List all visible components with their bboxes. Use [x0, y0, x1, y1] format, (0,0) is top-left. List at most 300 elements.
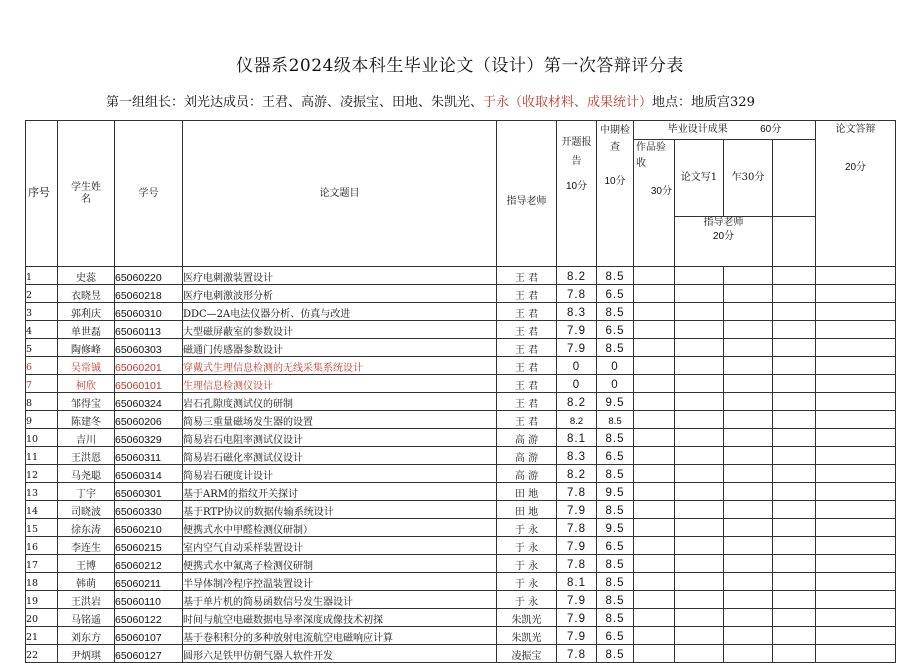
defense-score: [773, 591, 816, 609]
thesis-topic: 圆形六足铁甲仿朝气器人软件开发: [183, 645, 497, 663]
thesis-score: [675, 393, 724, 411]
student-name: 衣晓昱: [58, 285, 115, 303]
table-row: [26, 411, 896, 429]
proposal-score: 8.2: [557, 393, 597, 411]
blank-cell: [724, 519, 773, 537]
row-index: 20: [26, 609, 58, 627]
defense-score: [773, 465, 816, 483]
blank-cell: [724, 411, 773, 429]
thesis-topic: 半导体制冷程序控温装置设计: [183, 573, 497, 591]
thesis-topic: 便携式水中氟离子检测仪研制: [183, 555, 497, 573]
header-advisor-score-label: 指导老师: [703, 217, 744, 229]
midterm-score: 0: [597, 375, 634, 393]
total-score: [816, 357, 896, 375]
student-name: 郭利庆: [58, 303, 115, 321]
table-row: [26, 465, 896, 483]
thesis-topic: 医疗电刺激波形分析: [183, 285, 497, 303]
blank-cell: [724, 393, 773, 411]
blank-cell: [724, 447, 773, 465]
blank-cell: [724, 645, 773, 663]
thesis-topic: 基于单片机的简易函数信号发生器设计: [183, 591, 497, 609]
works-score: [634, 303, 675, 321]
student-id: 65060211: [115, 573, 183, 591]
advisor-name: 田 地: [497, 501, 557, 519]
defense-score: [773, 339, 816, 357]
midterm-score: 9.5: [597, 483, 634, 501]
thesis-topic: 基于卷积积分的多种放射电流航空电磁响应计算: [183, 627, 497, 645]
header-topic: 论文题目: [183, 121, 497, 267]
blank-cell: [724, 321, 773, 339]
thesis-score: [675, 555, 724, 573]
header-defense: [816, 121, 896, 267]
works-score: [634, 627, 675, 645]
works-score: [634, 375, 675, 393]
defense-score: [773, 447, 816, 465]
table-row: [26, 447, 896, 465]
row-index: 1: [26, 267, 58, 285]
thesis-score: [675, 339, 724, 357]
thesis-topic: 简易三重量磁场发生器的设置: [183, 411, 497, 429]
total-score: [816, 609, 896, 627]
proposal-score: 7.9: [557, 339, 597, 357]
defense-score: [773, 303, 816, 321]
defense-score: [773, 483, 816, 501]
table-row: [26, 537, 896, 555]
advisor-name: 王 君: [497, 357, 557, 375]
proposal-score: 7.8: [557, 519, 597, 537]
blank-cell: [724, 303, 773, 321]
table-row: [26, 357, 896, 375]
advisor-name: 高 游: [497, 447, 557, 465]
table-row: [26, 645, 896, 663]
row-index: 2: [26, 285, 58, 303]
advisor-name: 田 地: [497, 483, 557, 501]
row-index: 14: [26, 501, 58, 519]
advisor-name: 朱凯光: [497, 609, 557, 627]
advisor-name: 于 永: [497, 519, 557, 537]
student-id: 65060301: [115, 483, 183, 501]
proposal-score: 8.1: [557, 429, 597, 447]
student-id: 65060101: [115, 375, 183, 393]
blank-cell: [724, 555, 773, 573]
header-advisor-score-points: 20分: [712, 230, 735, 242]
row-index: 3: [26, 303, 58, 321]
student-name: 丁宇: [58, 483, 115, 501]
row-index: 21: [26, 627, 58, 645]
midterm-score: 8.5: [597, 411, 634, 429]
row-index: 16: [26, 537, 58, 555]
midterm-score: 0: [597, 357, 634, 375]
proposal-score: 0: [557, 357, 597, 375]
midterm-score: 6.5: [597, 627, 634, 645]
thesis-topic: 时间与航空电磁数据电导率深度成像技术初探: [183, 609, 497, 627]
header-blank-cell: [773, 140, 816, 217]
proposal-score: 8.3: [557, 303, 597, 321]
midterm-score: 8.5: [597, 501, 634, 519]
student-id: 65060127: [115, 645, 183, 663]
student-name: 徐东涛: [58, 519, 115, 537]
thesis-topic: 简易岩石磁化率测试仪设计: [183, 447, 497, 465]
advisor-name: 朱凯光: [497, 627, 557, 645]
blank-cell: [724, 501, 773, 519]
advisor-name: 王 君: [497, 411, 557, 429]
thesis-score: [675, 501, 724, 519]
proposal-score: 7.8: [557, 285, 597, 303]
student-id: 65060330: [115, 501, 183, 519]
total-score: [816, 591, 896, 609]
student-id: 65060210: [115, 519, 183, 537]
advisor-name: 王 君: [497, 375, 557, 393]
midterm-score: 8.5: [597, 609, 634, 627]
header-seq: 序号: [26, 121, 58, 267]
table-row: [26, 429, 896, 447]
header-advisor-score: [675, 217, 773, 267]
total-score: [816, 573, 896, 591]
thesis-score: [675, 627, 724, 645]
student-id: 65060201: [115, 357, 183, 375]
works-score: [634, 501, 675, 519]
header-result-group: [634, 121, 816, 140]
student-id: 65060113: [115, 321, 183, 339]
works-score: [634, 483, 675, 501]
defense-score: [773, 555, 816, 573]
total-score: [816, 501, 896, 519]
student-name: 吉川: [58, 429, 115, 447]
table-row: [26, 627, 896, 645]
advisor-name: 于 永: [497, 591, 557, 609]
thesis-score: [675, 573, 724, 591]
blank-cell: [724, 357, 773, 375]
header-result-label: 毕业设计成果: [667, 124, 728, 136]
total-score: [816, 465, 896, 483]
student-id: 65060311: [115, 447, 183, 465]
blank-cell: [724, 375, 773, 393]
row-index: 7: [26, 375, 58, 393]
total-score: [816, 429, 896, 447]
header-result-points: 60分: [760, 124, 782, 136]
thesis-topic: 医疗电刺激装置设计: [183, 267, 497, 285]
table-row: [26, 573, 896, 591]
proposal-score: 8.2: [557, 411, 597, 429]
works-score: [634, 357, 675, 375]
total-score: [816, 627, 896, 645]
score-table: [25, 120, 896, 663]
proposal-score: 8.2: [557, 267, 597, 285]
proposal-score: 7.9: [557, 321, 597, 339]
thesis-topic: 便携式水中甲醛检测仪研制）: [183, 519, 497, 537]
student-name: 邹得宝: [58, 393, 115, 411]
row-index: 13: [26, 483, 58, 501]
thesis-score: [675, 321, 724, 339]
thesis-topic: 简易岩石硬度计设计: [183, 465, 497, 483]
blank-cell: [724, 465, 773, 483]
header-name: 学生姓名: [58, 121, 115, 267]
blank-cell: [724, 573, 773, 591]
header-thesis-points: 乍30分: [724, 140, 773, 217]
student-name: 单世磊: [58, 321, 115, 339]
advisor-name: 王 君: [497, 267, 557, 285]
thesis-topic: 基于ARM的指纹开关探讨: [183, 483, 497, 501]
header-midterm-label: 中期检查: [600, 125, 630, 153]
student-name: 陈建冬: [58, 411, 115, 429]
student-name: 司晓波: [58, 501, 115, 519]
midterm-score: 6.5: [597, 321, 634, 339]
table-row: [26, 555, 896, 573]
student-id: 65060206: [115, 411, 183, 429]
thesis-score: [675, 303, 724, 321]
table-row: [26, 591, 896, 609]
advisor-name: 王 君: [497, 339, 557, 357]
thesis-topic: 生理信息检测仪设计: [183, 375, 497, 393]
works-score: [634, 285, 675, 303]
table-row: [26, 501, 896, 519]
header-thesis-write: 论文写1: [675, 140, 724, 217]
blank-cell: [724, 483, 773, 501]
thesis-score: [675, 465, 724, 483]
student-id: 65060324: [115, 393, 183, 411]
student-name: 尹炳琪: [58, 645, 115, 663]
row-index: 17: [26, 555, 58, 573]
advisor-name: 凌振宝: [497, 645, 557, 663]
thesis-score: [675, 483, 724, 501]
row-index: 18: [26, 573, 58, 591]
midterm-score: 6.5: [597, 537, 634, 555]
total-score: [816, 393, 896, 411]
total-score: [816, 483, 896, 501]
blank-cell: [724, 267, 773, 285]
blank-cell: [724, 429, 773, 447]
proposal-score: 8.1: [557, 573, 597, 591]
defense-score: [773, 519, 816, 537]
student-name: 吴常铖: [58, 357, 115, 375]
midterm-score: 9.5: [597, 519, 634, 537]
student-id: 65060218: [115, 285, 183, 303]
total-score: [816, 645, 896, 663]
student-id: 65060212: [115, 555, 183, 573]
header-defense-points: 20分: [844, 162, 867, 173]
defense-score: [773, 537, 816, 555]
advisor-name: 王 君: [497, 285, 557, 303]
row-index: 15: [26, 519, 58, 537]
total-score: [816, 447, 896, 465]
defense-score: [773, 573, 816, 591]
student-name: 柯欣: [58, 375, 115, 393]
advisor-name: 于 永: [497, 555, 557, 573]
advisor-name: 王 君: [497, 321, 557, 339]
total-score: [816, 267, 896, 285]
proposal-score: 7.8: [557, 645, 597, 663]
row-index: 10: [26, 429, 58, 447]
student-name: 马铭遥: [58, 609, 115, 627]
defense-score: [773, 609, 816, 627]
thesis-score: [675, 357, 724, 375]
student-id: 65060110: [115, 591, 183, 609]
defense-score: [773, 357, 816, 375]
total-score: [816, 285, 896, 303]
defense-score: [773, 645, 816, 663]
student-id: 65060122: [115, 609, 183, 627]
defense-score: [773, 285, 816, 303]
proposal-score: 8.3: [557, 447, 597, 465]
header-works-label: 作品验收: [636, 142, 666, 169]
row-index: 22: [26, 645, 58, 663]
blank-cell: [724, 537, 773, 555]
advisor-name: 高 游: [497, 465, 557, 483]
committee-members: 第一组组长：刘光达成员：王君、高游、凌振宝、田地、朱凯光、: [106, 95, 484, 110]
proposal-score: 7.9: [557, 591, 597, 609]
thesis-topic: 穿戴式生理信息检测的无线采集系统设计: [183, 357, 497, 375]
total-score: [816, 303, 896, 321]
defense-score: [773, 393, 816, 411]
table-row: [26, 321, 896, 339]
works-score: [634, 465, 675, 483]
header-defense-label: 论文答辩: [835, 124, 876, 135]
committee-line: [106, 91, 755, 110]
thesis-topic: DDC—2A电法仪器分析、仿真与改进: [183, 303, 497, 321]
thesis-score: [675, 375, 724, 393]
header-proposal-label: 开题报告: [561, 137, 592, 167]
works-score: [634, 591, 675, 609]
midterm-score: 6.5: [597, 447, 634, 465]
student-name: 李连生: [58, 537, 115, 555]
thesis-score: [675, 609, 724, 627]
proposal-score: 0: [557, 375, 597, 393]
advisor-name: 于 永: [497, 537, 557, 555]
student-name: 韩萌: [58, 573, 115, 591]
thesis-score: [675, 591, 724, 609]
defense-score: [773, 375, 816, 393]
works-score: [634, 267, 675, 285]
total-score: [816, 555, 896, 573]
thesis-topic: 大型磁屏蔽室的参数设计: [183, 321, 497, 339]
blank-cell: [724, 627, 773, 645]
total-score: [816, 519, 896, 537]
midterm-score: 8.5: [597, 555, 634, 573]
midterm-score: 8.5: [597, 267, 634, 285]
row-index: 12: [26, 465, 58, 483]
blank-cell: [724, 591, 773, 609]
student-name: 马尧聪: [58, 465, 115, 483]
student-name: 王博: [58, 555, 115, 573]
works-score: [634, 321, 675, 339]
student-id: 65060107: [115, 627, 183, 645]
blank-cell: [724, 339, 773, 357]
total-score: [816, 375, 896, 393]
works-score: [634, 573, 675, 591]
works-score: [634, 393, 675, 411]
works-score: [634, 339, 675, 357]
defense-score: [773, 501, 816, 519]
thesis-topic: 岩石孔隙度测试仪的研制: [183, 393, 497, 411]
header-proposal-points: 10分: [565, 181, 588, 192]
row-index: 11: [26, 447, 58, 465]
thesis-score: [675, 429, 724, 447]
defense-score: [773, 429, 816, 447]
thesis-score: [675, 537, 724, 555]
committee-highlight: 于永（收取材料、成果统计）: [483, 95, 653, 110]
thesis-topic: 室内空气自动采样装置设计: [183, 537, 497, 555]
proposal-score: 7.9: [557, 627, 597, 645]
student-name: 陶修峰: [58, 339, 115, 357]
midterm-score: 8.5: [597, 645, 634, 663]
proposal-score: 7.9: [557, 537, 597, 555]
works-score: [634, 645, 675, 663]
thesis-score: [675, 285, 724, 303]
works-score: [634, 429, 675, 447]
proposal-score: 7.9: [557, 501, 597, 519]
header-midterm: [597, 121, 634, 267]
table-row: [26, 303, 896, 321]
works-score: [634, 447, 675, 465]
blank-cell: [724, 285, 773, 303]
midterm-score: 8.5: [597, 465, 634, 483]
table-row: [26, 267, 896, 285]
defense-score: [773, 411, 816, 429]
works-score: [634, 537, 675, 555]
student-id: 65060303: [115, 339, 183, 357]
student-id: 65060220: [115, 267, 183, 285]
row-index: 4: [26, 321, 58, 339]
header-midterm-points: 10分: [604, 176, 626, 187]
table-row: [26, 519, 896, 537]
midterm-score: 8.5: [597, 303, 634, 321]
header-proposal: [557, 121, 597, 267]
midterm-score: 8.5: [597, 591, 634, 609]
header-blank-cell: [773, 217, 816, 267]
row-index: 9: [26, 411, 58, 429]
midterm-score: 8.5: [597, 429, 634, 447]
midterm-score: 6.5: [597, 285, 634, 303]
row-index: 5: [26, 339, 58, 357]
total-score: [816, 339, 896, 357]
table-row: [26, 339, 896, 357]
committee-location: 地点：地质宫329: [652, 95, 755, 110]
table-row: [26, 393, 896, 411]
thesis-topic: 基于RTP协议的数据传输系统设计: [183, 501, 497, 519]
row-index: 19: [26, 591, 58, 609]
advisor-name: 高 游: [497, 429, 557, 447]
header-works-points: 30分: [650, 186, 672, 197]
student-id: 65060215: [115, 537, 183, 555]
works-score: [634, 555, 675, 573]
page-title: 仪器系2024级本科生毕业论文（设计）第一次答辩评分表: [236, 56, 684, 76]
advisor-name: 王 君: [497, 393, 557, 411]
thesis-topic: 磁通门传感器参数设计: [183, 339, 497, 357]
works-score: [634, 411, 675, 429]
header-student-id: 学号: [115, 121, 183, 267]
works-score: [634, 609, 675, 627]
student-name: 刘东方: [58, 627, 115, 645]
table-row: [26, 609, 896, 627]
total-score: [816, 411, 896, 429]
blank-cell: [724, 609, 773, 627]
midterm-score: 9.5: [597, 393, 634, 411]
proposal-score: 7.8: [557, 555, 597, 573]
proposal-score: 8.2: [557, 465, 597, 483]
advisor-name: 于 永: [497, 573, 557, 591]
defense-score: [773, 321, 816, 339]
total-score: [816, 537, 896, 555]
row-index: 6: [26, 357, 58, 375]
table-row: [26, 285, 896, 303]
thesis-score: [675, 519, 724, 537]
header-works: [634, 140, 675, 267]
table-row: [26, 483, 896, 501]
student-id: 65060314: [115, 465, 183, 483]
defense-score: [773, 267, 816, 285]
thesis-score: [675, 267, 724, 285]
row-index: 8: [26, 393, 58, 411]
